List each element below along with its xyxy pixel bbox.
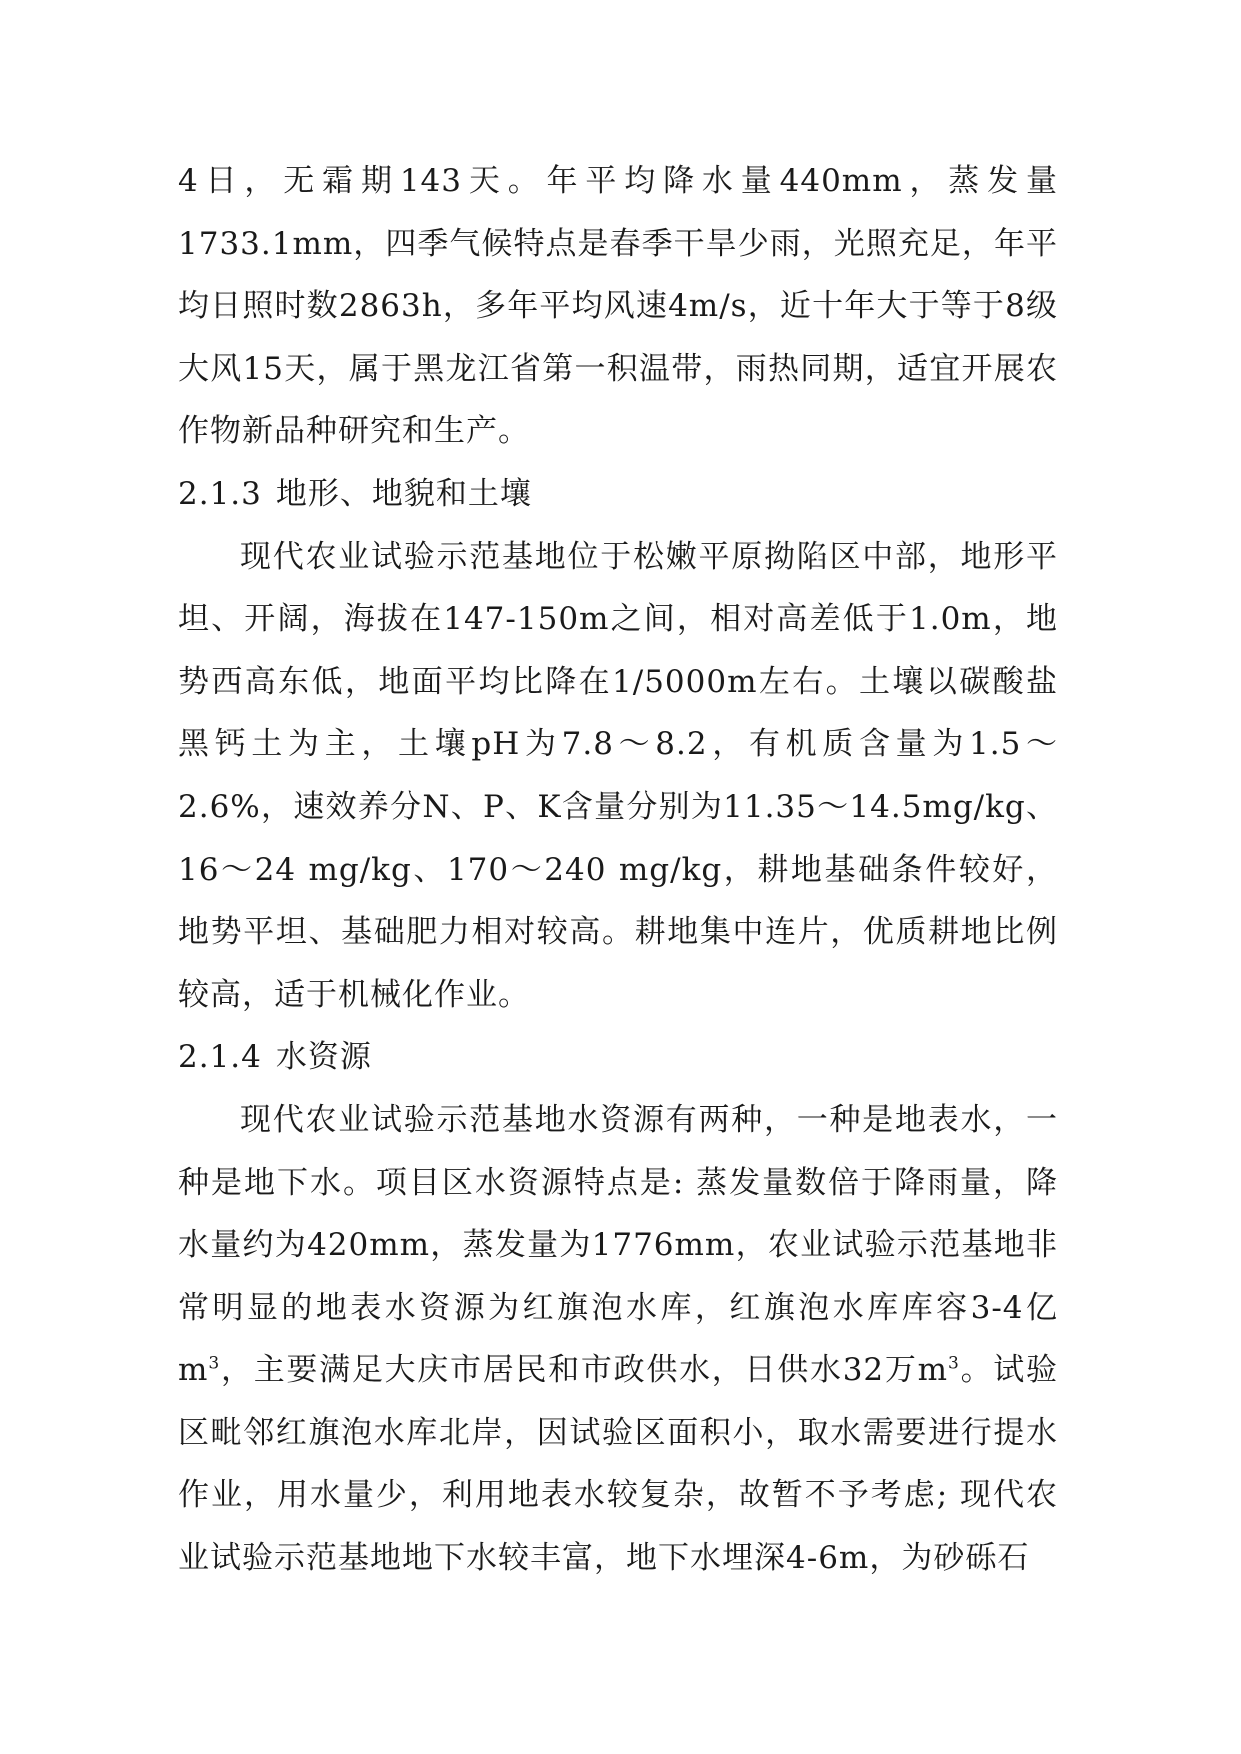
section-number: 2.1.4 (178, 1039, 262, 1076)
superscript: 3 (208, 1353, 221, 1374)
document-page (178, 150, 1058, 1590)
section-title: 地形、地貌和土壤 (275, 475, 532, 512)
text-run: ，主要满足大庆市居民和市政供水，日供水32万m (220, 1352, 948, 1389)
section-heading-terrain (178, 463, 1058, 526)
superscript: 3 (948, 1353, 960, 1374)
section-number: 2.1.3 (178, 475, 262, 512)
paragraph-water-resources (178, 1089, 1058, 1590)
paragraph-climate: 4日，无霜期143天。年平均降水量440mm，蒸发量1733.1mm，四季气候特点是春季干旱少雨，光照充足，年平均日照时数2863h，多年平均风速4m/s，近十年大于等于8级大风15天，属于黑龙江省第一积温带，雨热同期，适宜开展农作物新品种研究和生产。 (178, 163, 1058, 450)
section-heading-water (178, 1026, 1058, 1089)
text-run: 现代农业试验示范基地水资源有两种，一种是地表水，一种是地下水。项目区水资源特点是: 蒸发量数倍于降雨量，降水量约为420mm，蒸发量为1776mm，农业试验示范基地非常明显的地表水资源为红旗泡水库，红旗泡水库库容3-4亿m (178, 1101, 1058, 1389)
section-title: 水资源 (275, 1039, 372, 1076)
paragraph-terrain-soil: 现代农业试验示范基地位于松嫩平原拗陷区中部，地形平坦、开阔，海拔在147-150m之间，相对高差低于1.0m，地势西高东低，地面平均比降在1/5000m左右。土壤以碳酸盐黑钙土为主，土壤pH为7.8～8.2，有机质含量为1.5～2.6%，速效养分N、P、K含量分别为11.35～14.5mg/kg、16～24 mg/kg、170～240 mg/kg，耕地基础条件较好，地势平坦、基础肥力相对较高。耕地集中连片，优质耕地比例较高，适于机械化作业。 (178, 538, 1058, 1013)
text-run: 。试验区毗邻红旗泡水库北岸，因试验区面积小，取水需要进行提水作业，用水量少，利用地表水较复杂，故暂不予考虑; 现代农业试验示范基地地下水较丰富，地下水埋深4-6m，为砂砾石 (178, 1352, 1059, 1577)
